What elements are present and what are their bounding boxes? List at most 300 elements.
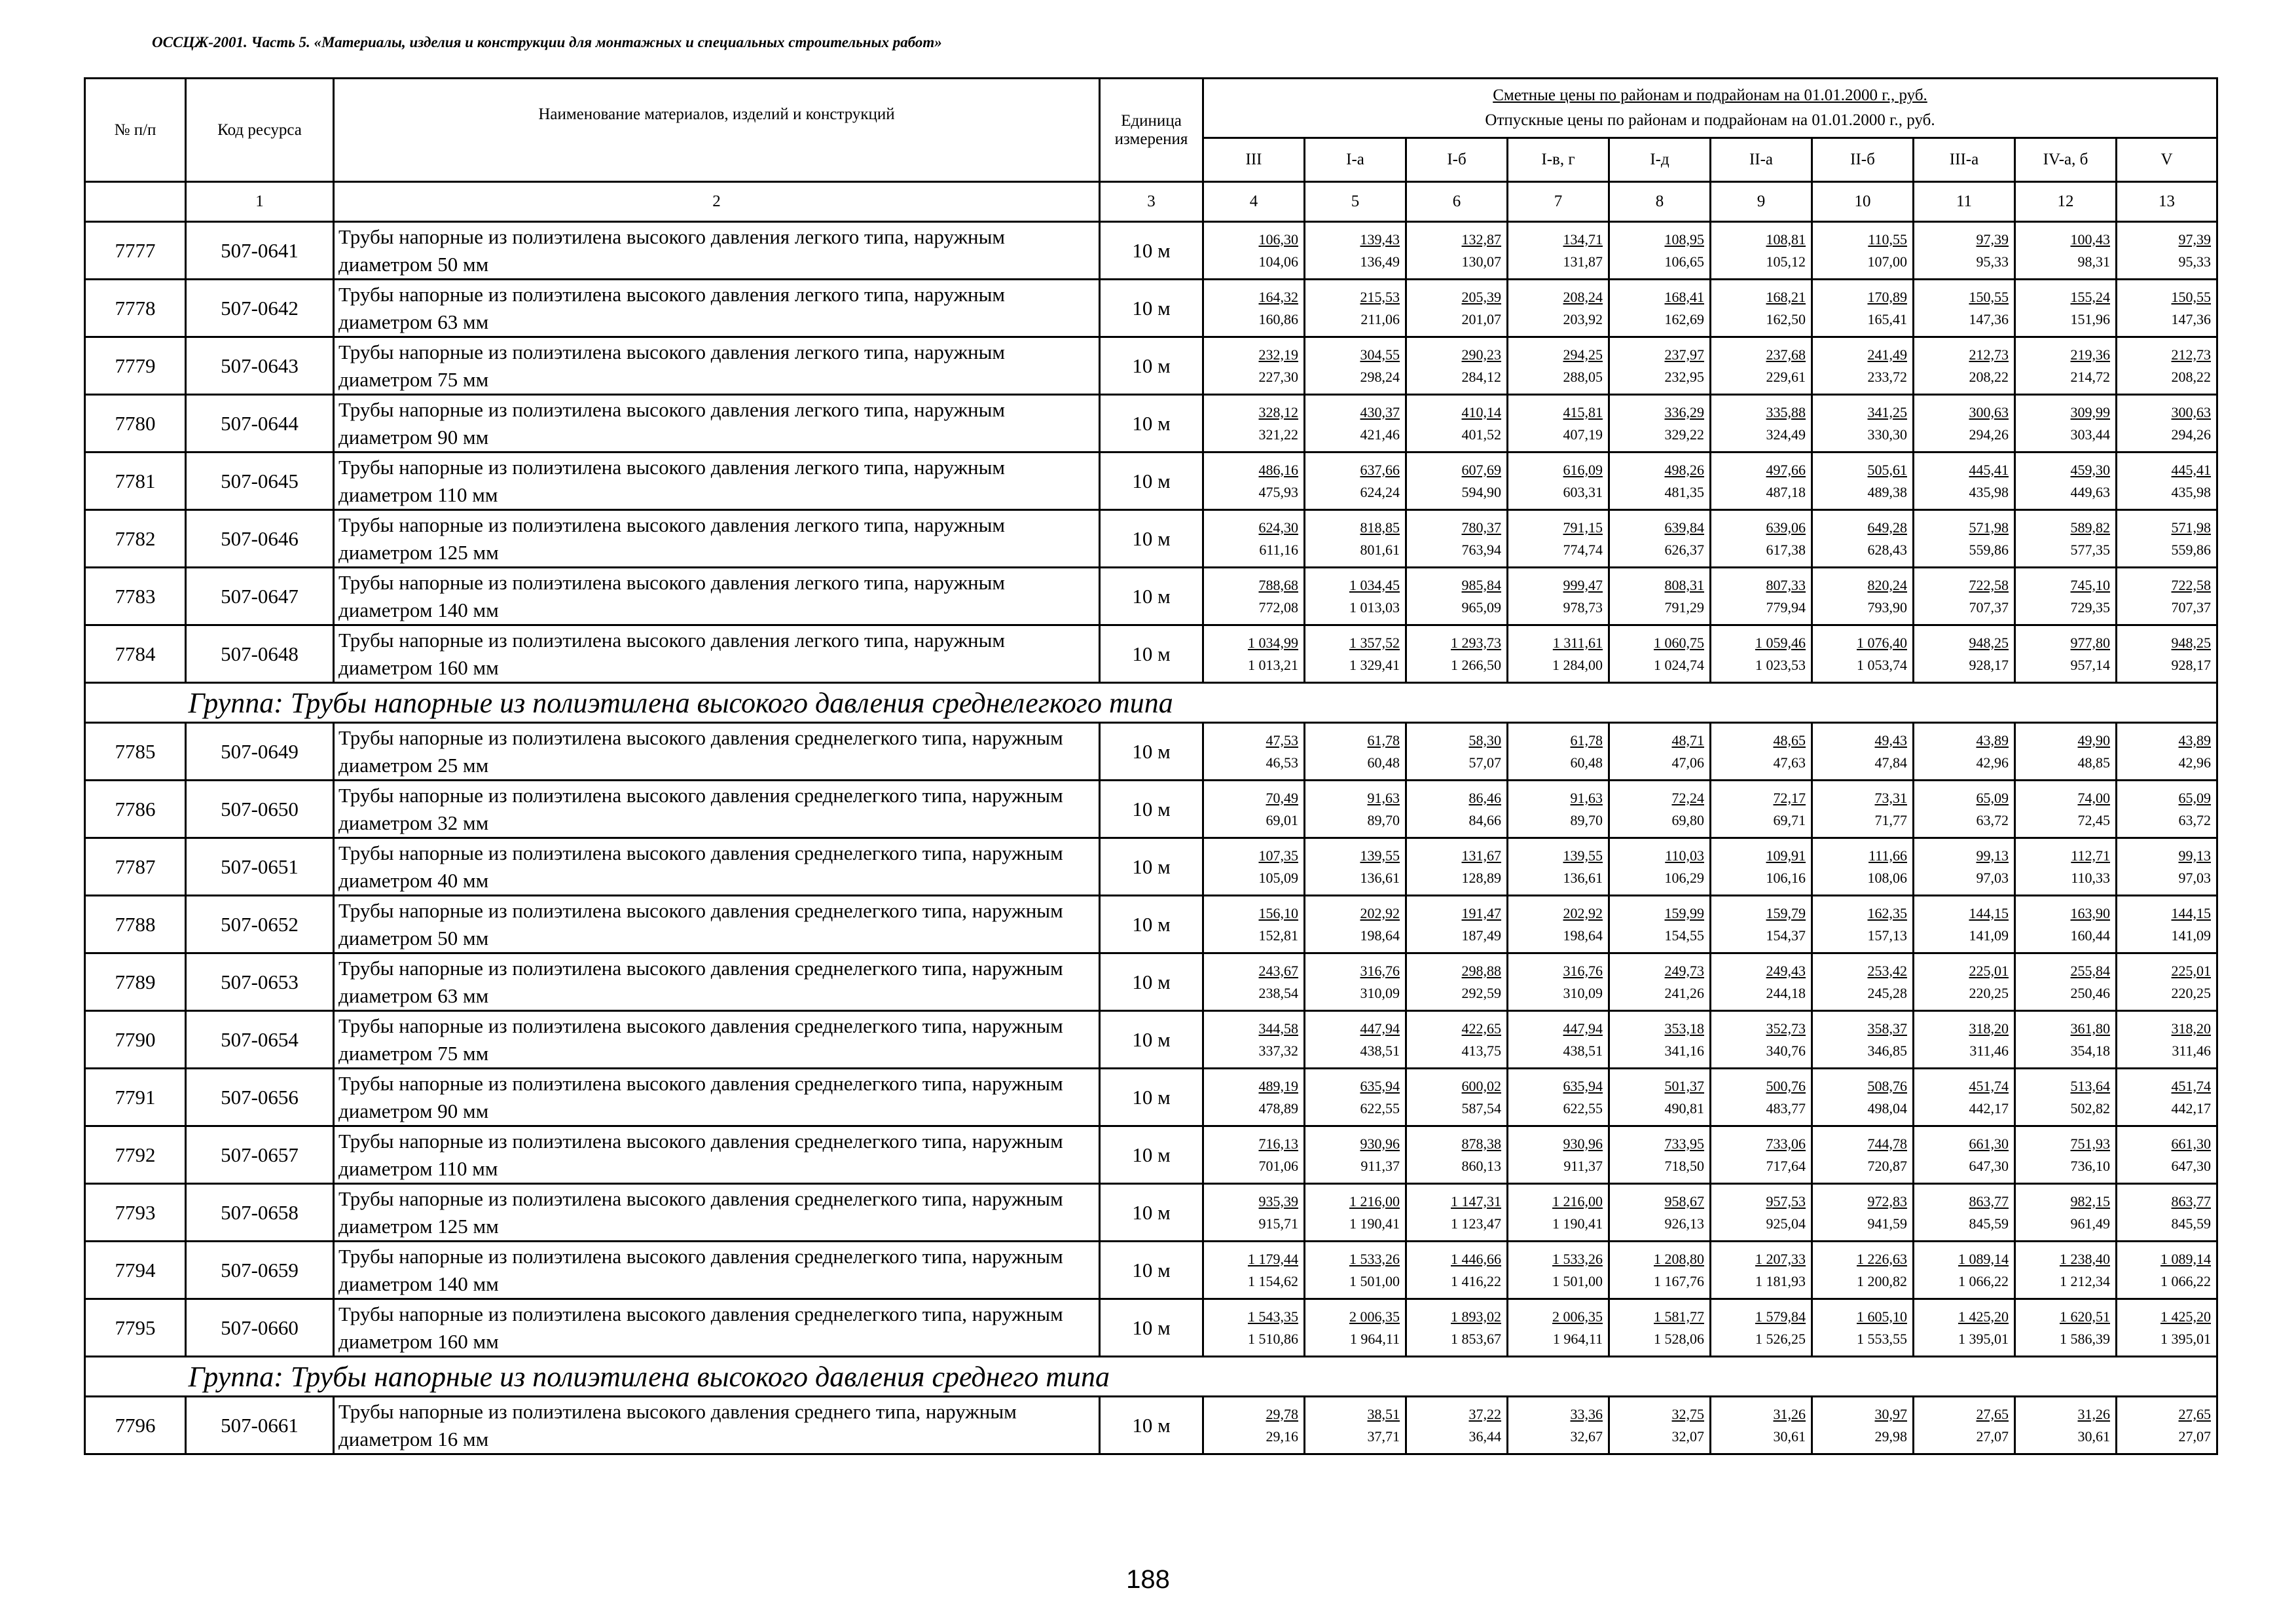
unit: 10 м	[1100, 568, 1203, 625]
price-cell	[1203, 337, 1305, 395]
material-name: Трубы напорные из полиэтилена высокого давления среднелегкого типа, наружным диаметром 90 мм	[334, 1069, 1100, 1126]
estimate-price: 361,80	[2070, 1020, 2110, 1037]
estimate-price: 722,58	[1969, 576, 2009, 593]
estimate-price: 253,42	[1867, 962, 1907, 979]
release-price: 47,63	[1773, 754, 1806, 771]
price-cell	[1812, 1011, 1914, 1069]
region-header: I-б	[1406, 138, 1508, 182]
row-number: 7777	[85, 222, 186, 280]
price-cell	[1406, 953, 1508, 1011]
price-cell	[1305, 337, 1406, 395]
estimate-price: 508,76	[1867, 1077, 1907, 1094]
release-price: 791,29	[1664, 599, 1704, 616]
release-price: 647,30	[1969, 1157, 2009, 1174]
release-price: 928,17	[2171, 656, 2212, 673]
material-name: Трубы напорные из полиэтилена высокого давления легкого типа, наружным диаметром 75 мм	[334, 337, 1100, 395]
price-cell	[2015, 896, 2117, 953]
release-price: 449,63	[2070, 483, 2110, 500]
estimate-price: 100,43	[2070, 231, 2110, 248]
unit: 10 м	[1100, 280, 1203, 337]
release-price: 30,61	[1773, 1428, 1806, 1445]
price-cell	[1711, 1184, 1812, 1242]
price-cell	[1711, 1126, 1812, 1184]
estimate-price: 616,09	[1563, 461, 1603, 478]
release-price: 487,18	[1766, 483, 1806, 500]
column-number: 9	[1711, 182, 1812, 222]
estimate-price: 32,75	[1671, 1405, 1704, 1422]
estimate-price: 159,99	[1664, 904, 1704, 921]
page-header: ОССЦЖ-2001. Часть 5. «Материалы, изделия и конструкции для монтажных и специальных строительных работ»	[152, 34, 942, 50]
release-price: 1 853,67	[1451, 1330, 1501, 1347]
price-cell	[1406, 838, 1508, 896]
estimate-price: 486,16	[1258, 461, 1298, 478]
region-header: IV-а, б	[2015, 138, 2117, 182]
estimate-price: 624,30	[1258, 519, 1298, 536]
price-cell	[1914, 625, 2015, 683]
release-price: 245,28	[1867, 984, 1907, 1001]
release-price: 292,59	[1461, 984, 1501, 1001]
estimate-price: 208,24	[1563, 288, 1603, 305]
release-price: 720,87	[1867, 1157, 1907, 1174]
price-cell	[2117, 723, 2217, 781]
release-price: 860,13	[1461, 1157, 1501, 1174]
region-header: II-б	[1812, 138, 1914, 182]
price-cell	[2117, 452, 2217, 510]
release-price: 337,32	[1258, 1042, 1298, 1059]
estimate-price: 571,98	[2171, 519, 2212, 536]
price-cell	[1609, 510, 1711, 568]
estimate-price: 38,51	[1367, 1405, 1400, 1422]
col-header-code: Код ресурса	[186, 79, 334, 182]
release-price: 354,18	[2070, 1042, 2110, 1059]
release-price: 63,72	[1976, 811, 2009, 828]
table-row	[85, 222, 2217, 280]
release-price: 622,55	[1360, 1099, 1400, 1116]
price-cell	[1609, 1069, 1711, 1126]
estimate-price: 300,63	[2171, 403, 2212, 420]
release-price: 238,54	[1258, 984, 1298, 1001]
estimate-price: 1 533,26	[1349, 1250, 1400, 1267]
column-number: 10	[1812, 182, 1914, 222]
price-cell	[1711, 1011, 1812, 1069]
unit: 10 м	[1100, 510, 1203, 568]
release-price: 104,06	[1258, 253, 1298, 270]
estimate-price: 1 238,40	[2060, 1250, 2110, 1267]
estimate-price: 72,17	[1773, 789, 1806, 806]
material-name: Трубы напорные из полиэтилена высокого давления легкого типа, наружным диаметром 125 мм	[334, 510, 1100, 568]
release-price: 97,03	[1976, 869, 2009, 886]
release-price: 1 416,22	[1451, 1272, 1501, 1289]
estimate-price: 91,63	[1367, 789, 1400, 806]
price-cell	[1609, 280, 1711, 337]
price-cell	[1305, 625, 1406, 683]
release-price: 435,98	[2171, 483, 2212, 500]
material-name: Трубы напорные из полиэтилена высокого давления среднелегкого типа, наружным диаметром 63 мм	[334, 953, 1100, 1011]
price-cell	[1812, 222, 1914, 280]
price-cell	[1305, 1299, 1406, 1357]
release-price: 48,85	[2077, 754, 2110, 771]
estimate-price: 744,78	[1867, 1135, 1907, 1152]
material-name: Трубы напорные из полиэтилена высокого давления легкого типа, наружным диаметром 140 мм	[334, 568, 1100, 625]
release-price: 154,55	[1664, 927, 1704, 944]
price-cell	[1406, 896, 1508, 953]
release-price: 475,93	[1258, 483, 1298, 500]
estimate-price: 661,30	[1969, 1135, 2009, 1152]
estimate-price: 70,49	[1266, 789, 1298, 806]
price-cell	[2117, 896, 2217, 953]
resource-code: 507-0660	[186, 1299, 334, 1357]
row-number: 7787	[85, 838, 186, 896]
estimate-price: 1 179,44	[1248, 1250, 1298, 1267]
estimate-price: 144,15	[1969, 904, 2009, 921]
release-price: 141,09	[2171, 927, 2212, 944]
estimate-price: 243,67	[1258, 962, 1298, 979]
row-number: 7779	[85, 337, 186, 395]
release-price: 220,25	[1969, 984, 2009, 1001]
price-cell	[2015, 1069, 2117, 1126]
release-price: 250,46	[2070, 984, 2110, 1001]
release-price: 95,33	[1976, 253, 2009, 270]
estimate-price: 451,74	[2171, 1077, 2212, 1094]
price-cell	[1711, 280, 1812, 337]
estimate-price: 316,76	[1360, 962, 1400, 979]
unit: 10 м	[1100, 1299, 1203, 1357]
unit: 10 м	[1100, 1011, 1203, 1069]
price-cell	[1812, 1242, 1914, 1299]
release-price: 1 964,11	[1349, 1330, 1400, 1347]
release-price: 321,22	[1258, 426, 1298, 443]
price-cell	[1406, 1184, 1508, 1242]
row-number: 7788	[85, 896, 186, 953]
release-price: 1 964,11	[1552, 1330, 1603, 1347]
estimate-price: 159,79	[1766, 904, 1806, 921]
estimate-price: 639,06	[1766, 519, 1806, 536]
price-cell	[1914, 896, 2015, 953]
resource-code: 507-0641	[186, 222, 334, 280]
estimate-price: 1 425,20	[1958, 1308, 2009, 1325]
price-cell	[1914, 510, 2015, 568]
release-price: 211,06	[1360, 310, 1400, 327]
row-number: 7783	[85, 568, 186, 625]
price-cell	[1609, 723, 1711, 781]
region-header: I-в, г	[1508, 138, 1609, 182]
release-price: 32,67	[1570, 1428, 1603, 1445]
price-cell	[2015, 1299, 2117, 1357]
release-price: 626,37	[1664, 541, 1704, 558]
release-price: 774,74	[1563, 541, 1603, 558]
release-price: 707,37	[2171, 599, 2212, 616]
estimate-price: 29,78	[1266, 1405, 1298, 1422]
release-price: 284,12	[1461, 368, 1501, 385]
resource-code: 507-0650	[186, 781, 334, 838]
price-cell	[1203, 1069, 1305, 1126]
release-price: 1 395,01	[1958, 1330, 2009, 1347]
price-cell	[1203, 953, 1305, 1011]
release-price: 147,36	[1969, 310, 2009, 327]
estimate-price: 27,65	[1976, 1405, 2009, 1422]
estimate-price: 134,71	[1563, 231, 1603, 248]
release-price: 1 190,41	[1552, 1215, 1603, 1232]
release-price: 128,89	[1461, 869, 1501, 886]
table-row	[85, 953, 2217, 1011]
estimate-price: 948,25	[1969, 634, 2009, 651]
estimate-price: 110,03	[1665, 847, 1704, 864]
unit: 10 м	[1100, 781, 1203, 838]
price-cell	[1812, 625, 1914, 683]
price-cell	[1203, 1299, 1305, 1357]
price-cell	[1609, 838, 1711, 896]
price-cell	[1305, 280, 1406, 337]
table-row	[85, 568, 2217, 625]
row-number: 7794	[85, 1242, 186, 1299]
estimate-price: 501,37	[1664, 1077, 1704, 1094]
price-cell	[2117, 280, 2217, 337]
release-price: 329,22	[1664, 426, 1704, 443]
release-price: 141,09	[1969, 927, 2009, 944]
release-price: 32,07	[1671, 1428, 1704, 1445]
release-price: 1 123,47	[1451, 1215, 1501, 1232]
estimate-price: 144,15	[2171, 904, 2212, 921]
estimate-price: 1 034,45	[1349, 576, 1400, 593]
release-price: 310,09	[1563, 984, 1603, 1001]
release-price: 324,49	[1766, 426, 1806, 443]
release-price: 340,76	[1766, 1042, 1806, 1059]
estimate-price: 459,30	[2070, 461, 2110, 478]
region-header: I-д	[1609, 138, 1711, 182]
release-price: 502,82	[2070, 1099, 2110, 1116]
release-price: 438,51	[1563, 1042, 1603, 1059]
price-cell	[1203, 1184, 1305, 1242]
release-price: 611,16	[1259, 541, 1298, 558]
estimate-price: 1 581,77	[1654, 1308, 1704, 1325]
release-price: 160,86	[1258, 310, 1298, 327]
price-cell	[1508, 337, 1609, 395]
release-price: 1 553,55	[1857, 1330, 1907, 1347]
price-cell	[2117, 1184, 2217, 1242]
release-price: 37,71	[1367, 1428, 1400, 1445]
estimate-price: 328,12	[1258, 403, 1298, 420]
price-cell	[1914, 953, 2015, 1011]
release-price: 779,94	[1766, 599, 1806, 616]
region-header: V	[2117, 138, 2217, 182]
estimate-price: 352,73	[1766, 1020, 1806, 1037]
estimate-price: 255,84	[2070, 962, 2110, 979]
estimate-price: 999,47	[1563, 576, 1603, 593]
release-price: 763,94	[1461, 541, 1501, 558]
release-price: 1 181,93	[1755, 1272, 1806, 1289]
price-cell	[1203, 395, 1305, 452]
resource-code: 507-0653	[186, 953, 334, 1011]
estimate-price: 1 089,14	[1958, 1250, 2009, 1267]
release-price: 107,00	[1867, 253, 1907, 270]
price-cell	[1305, 896, 1406, 953]
group-row	[85, 1357, 2217, 1397]
estimate-price: 751,93	[2070, 1135, 2110, 1152]
price-table	[84, 77, 2218, 1455]
estimate-price: 733,95	[1664, 1135, 1704, 1152]
material-name: Трубы напорные из полиэтилена высокого давления легкого типа, наружным диаметром 90 мм	[334, 395, 1100, 452]
unit: 10 м	[1100, 953, 1203, 1011]
price-cell	[1305, 1011, 1406, 1069]
release-price: 30,61	[2077, 1428, 2110, 1445]
estimate-price: 298,88	[1461, 962, 1501, 979]
estimate-price: 1 207,33	[1755, 1250, 1806, 1267]
table-row	[85, 1011, 2217, 1069]
unit: 10 м	[1100, 1069, 1203, 1126]
estimate-price: 131,67	[1461, 847, 1501, 864]
material-name: Трубы напорные из полиэтилена высокого давления среднего типа, наружным диаметром 16 мм	[334, 1397, 1100, 1454]
estimate-price: 2 006,35	[1349, 1308, 1400, 1325]
release-price: 165,41	[1867, 310, 1907, 327]
price-cell	[1406, 337, 1508, 395]
table-row	[85, 781, 2217, 838]
release-price: 60,48	[1367, 754, 1400, 771]
price-cell	[1406, 781, 1508, 838]
release-price: 717,64	[1766, 1157, 1806, 1174]
price-cell	[1609, 395, 1711, 452]
estimate-price: 1 446,66	[1451, 1250, 1501, 1267]
estimate-price: 982,15	[2070, 1192, 2110, 1209]
estimate-price: 139,55	[1563, 847, 1603, 864]
price-cell	[1812, 781, 1914, 838]
price-cell	[1305, 1126, 1406, 1184]
price-cell	[1406, 1126, 1508, 1184]
release-price: 421,46	[1360, 426, 1400, 443]
price-cell	[1305, 222, 1406, 280]
release-price: 154,37	[1766, 927, 1806, 944]
price-cell	[1812, 723, 1914, 781]
price-cell	[1711, 625, 1812, 683]
estimate-price: 635,94	[1360, 1077, 1400, 1094]
estimate-price: 31,26	[2077, 1405, 2110, 1422]
release-price: 97,03	[2178, 869, 2212, 886]
price-cell	[1305, 452, 1406, 510]
release-price: 162,69	[1664, 310, 1704, 327]
release-price: 105,09	[1258, 869, 1298, 886]
price-cell	[1812, 1397, 1914, 1454]
price-cell	[1508, 395, 1609, 452]
price-cell	[1609, 896, 1711, 953]
release-price: 29,98	[1874, 1428, 1907, 1445]
price-cell	[1508, 625, 1609, 683]
unit: 10 м	[1100, 1397, 1203, 1454]
release-price: 1 053,74	[1857, 656, 1907, 673]
table-row	[85, 896, 2217, 953]
estimate-price: 170,89	[1867, 288, 1907, 305]
release-price: 162,50	[1766, 310, 1806, 327]
release-price: 229,61	[1766, 368, 1806, 385]
resource-code: 507-0652	[186, 896, 334, 953]
estimate-price: 820,24	[1867, 576, 1907, 593]
release-price: 220,25	[2171, 984, 2212, 1001]
price-cell	[2015, 452, 2117, 510]
release-price: 489,38	[1867, 483, 1907, 500]
column-number: 12	[2015, 182, 2117, 222]
release-price: 69,01	[1266, 811, 1298, 828]
estimate-price: 863,77	[1969, 1192, 2009, 1209]
price-cell	[2015, 510, 2117, 568]
price-cell	[1609, 1397, 1711, 1454]
estimate-price: 37,22	[1468, 1405, 1501, 1422]
estimate-price: 48,71	[1671, 731, 1704, 748]
estimate-price: 1 060,75	[1654, 634, 1704, 651]
price-cell	[2117, 568, 2217, 625]
release-price: 401,52	[1461, 426, 1501, 443]
estimate-price: 191,47	[1461, 904, 1501, 921]
material-name: Трубы напорные из полиэтилена высокого давления легкого типа, наружным диаметром 63 мм	[334, 280, 1100, 337]
price-cell	[1914, 1184, 2015, 1242]
release-price: 294,26	[1969, 426, 2009, 443]
estimate-price: 1 893,02	[1451, 1308, 1501, 1325]
release-price: 911,37	[1563, 1157, 1603, 1174]
price-cell	[1914, 1126, 2015, 1184]
estimate-price: 745,10	[2070, 576, 2110, 593]
price-cell	[1914, 568, 2015, 625]
estimate-price: 958,67	[1664, 1192, 1704, 1209]
estimate-price: 249,43	[1766, 962, 1806, 979]
release-price: 435,98	[1969, 483, 2009, 500]
price-cell	[1812, 510, 1914, 568]
price-cell	[2117, 1011, 2217, 1069]
estimate-price: 878,38	[1461, 1135, 1501, 1152]
release-price: 27,07	[2178, 1428, 2212, 1445]
release-price: 1 395,01	[2160, 1330, 2212, 1347]
estimate-price: 74,00	[2077, 789, 2110, 806]
release-price: 84,66	[1468, 811, 1501, 828]
price-cell	[1508, 452, 1609, 510]
estimate-price: 72,24	[1671, 789, 1704, 806]
estimate-price: 294,25	[1563, 346, 1603, 363]
estimate-price: 65,09	[2178, 789, 2212, 806]
estimate-price: 61,78	[1367, 731, 1400, 748]
release-price: 198,64	[1360, 927, 1400, 944]
table-row	[85, 1184, 2217, 1242]
price-cell	[1711, 1069, 1812, 1126]
release-price: 1 066,22	[2160, 1272, 2212, 1289]
region-header: II-а	[1711, 138, 1812, 182]
price-cell	[1406, 280, 1508, 337]
price-cell	[1812, 1126, 1914, 1184]
price-cell	[2117, 337, 2217, 395]
estimate-price: 97,39	[2178, 231, 2212, 248]
estimate-price: 957,53	[1766, 1192, 1806, 1209]
table-row	[85, 395, 2217, 452]
price-cell	[1609, 1299, 1711, 1357]
resource-code: 507-0657	[186, 1126, 334, 1184]
estimate-price: 86,46	[1468, 789, 1501, 806]
estimate-price: 300,63	[1969, 403, 2009, 420]
region-header: I-а	[1305, 138, 1406, 182]
release-price: 617,38	[1766, 541, 1806, 558]
release-price: 1 329,41	[1349, 656, 1400, 673]
estimate-price: 43,89	[1976, 731, 2009, 748]
release-price: 483,77	[1766, 1099, 1806, 1116]
estimate-price: 1 311,61	[1552, 634, 1603, 651]
release-price: 72,45	[2077, 811, 2110, 828]
price-cell	[2015, 953, 2117, 1011]
estimate-price: 49,90	[2077, 731, 2110, 748]
price-cell	[1609, 1242, 1711, 1299]
price-cell	[1711, 222, 1812, 280]
price-cell	[1711, 896, 1812, 953]
price-cell	[1508, 1126, 1609, 1184]
price-cell	[2015, 625, 2117, 683]
release-price: 587,54	[1461, 1099, 1501, 1116]
release-price: 978,73	[1563, 599, 1603, 616]
estimate-price: 237,68	[1766, 346, 1806, 363]
material-name: Трубы напорные из полиэтилена высокого давления среднелегкого типа, наружным диаметром 110 мм	[334, 1126, 1100, 1184]
price-cell	[2015, 1184, 2117, 1242]
